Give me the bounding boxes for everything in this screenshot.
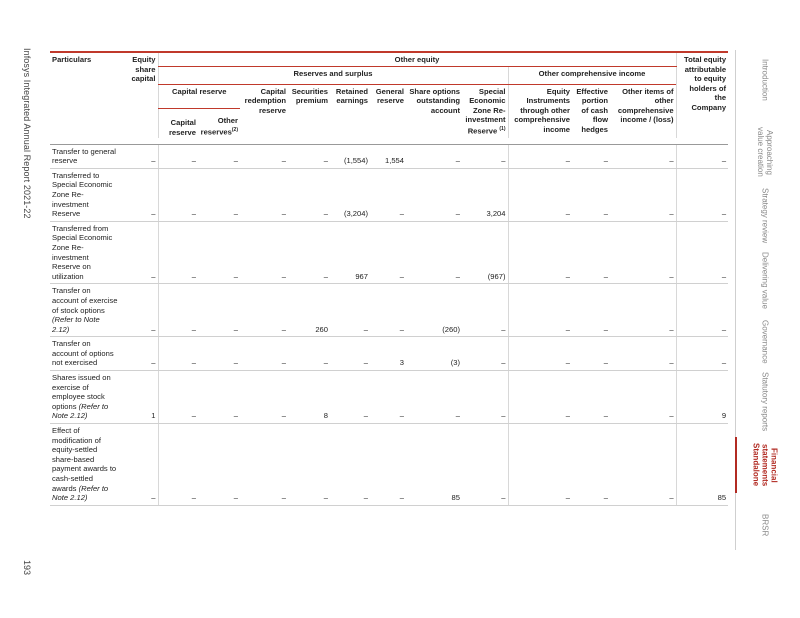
row-label: Transferred to Special Economic Zone Re-investment Reserve [50,168,120,221]
col-other-comprehensive-income: Other comprehensive income [508,66,676,84]
cell: – [198,424,240,506]
cell: (967) [462,221,508,284]
nav-approaching-value-creation[interactable] [750,122,780,182]
col-capital-redemption-reserve: Capital redemption reserve [244,86,286,115]
cell: – [240,284,288,337]
cell: – [158,284,198,337]
cell: – [198,284,240,337]
cell: – [610,221,676,284]
cell: – [120,284,158,337]
col-particulars: Particulars [52,55,92,64]
cell: – [370,221,406,284]
col-general-reserve: General reserve [375,86,404,106]
cell: – [120,424,158,506]
col-total-equity: Total equity attributable to equity holders of the Company [676,52,728,138]
table-row [50,337,728,371]
cell: – [330,424,370,506]
nav-label: Strategy review [760,188,770,244]
note-reference: (Refer to Note 2.12) [52,315,100,334]
nav-label: Statutory reports [760,372,770,432]
cell: – [572,144,610,168]
cell: – [198,144,240,168]
cell: – [508,221,572,284]
nav-delivering-value[interactable] [750,250,780,310]
cell: – [370,168,406,221]
cell: – [198,168,240,221]
other-reserves-footnote: (2) [231,126,238,133]
col-other-equity: Other equity [158,52,676,66]
table-row [50,371,728,424]
col-capital-reserve: Capital reserve [158,108,198,138]
cell: – [572,337,610,371]
nav-governance[interactable] [750,312,780,372]
cell: – [508,371,572,424]
report-title: Infosys Integrated Annual Report 2021-22 [22,48,32,219]
cell: (3) [406,337,462,371]
cell: – [288,144,330,168]
nav-financial-statements[interactable] [750,435,780,495]
cell: 967 [330,221,370,284]
cell: – [508,144,572,168]
col-other-oci-items: Other items of other comprehensive income / (loss) [617,86,674,125]
cell: – [572,424,610,506]
cell: – [198,221,240,284]
table-row [50,284,728,337]
cell: – [240,221,288,284]
cell: – [120,144,158,168]
cell: 3,204 [462,168,508,221]
nav-brsr[interactable] [750,495,780,555]
cell: – [240,168,288,221]
row-label-text: Transfer on account of exercise of stock options [52,286,118,315]
col-equity-share-capital: Equity share capital [131,55,156,84]
col-capital-reserve-group: Capital reserve [158,84,240,108]
cell: – [198,337,240,371]
cell: – [158,168,198,221]
nav-strategy-review[interactable] [750,186,780,246]
col-other-reserves [198,108,240,138]
row-label [50,284,120,337]
table-body [50,144,728,505]
cell: 3 [370,337,406,371]
cell: – [288,337,330,371]
table-row [50,144,728,168]
cell: 9 [676,371,728,424]
cell: – [508,168,572,221]
page-number: 193 [22,560,32,576]
cell: 260 [288,284,330,337]
cell: (1,554) [330,144,370,168]
note-reference: (Refer to Note 2.12) [52,401,109,421]
cell: – [462,371,508,424]
cell: 85 [676,424,728,506]
cell: 85 [406,424,462,506]
table-row [50,221,728,284]
cell: – [676,221,728,284]
cell: – [158,144,198,168]
row-label [50,424,120,506]
table-row [50,424,728,506]
nav-label: Introduction [760,59,770,101]
cell: – [462,284,508,337]
cell: – [406,144,462,168]
cell: – [508,424,572,506]
cell: – [240,424,288,506]
col-retained-earnings: Retained earnings [335,86,368,106]
cell: – [572,371,610,424]
cell: – [370,424,406,506]
cell: – [572,221,610,284]
nav-introduction[interactable] [750,50,780,110]
cell: – [610,371,676,424]
col-share-options-outstanding: Share options outstanding account [409,86,460,115]
cell: – [610,424,676,506]
cell: – [572,284,610,337]
cell: – [240,371,288,424]
col-securities-premium: Securities premium [291,86,328,106]
cell: – [676,144,728,168]
cell: – [288,168,330,221]
cell: – [198,371,240,424]
row-label: Transfer to general reserve [50,144,120,168]
cell: 1 [120,371,158,424]
cell: – [610,284,676,337]
cell: – [462,337,508,371]
cell: – [120,221,158,284]
row-label: Transfer on account of options not exercised [50,337,120,371]
cell: – [508,337,572,371]
cell: – [240,337,288,371]
cell: – [462,424,508,506]
cell: – [120,168,158,221]
col-cash-flow-hedges: Effective portion of cash flow hedges [576,86,608,134]
note-reference: (Refer to Note 2.12) [52,483,109,503]
cell: – [406,168,462,221]
cell: 1,554 [370,144,406,168]
equity-statement-table [50,51,728,506]
col-equity-instruments: Equity Instruments through other comprehensive income [508,84,572,138]
cell: – [240,144,288,168]
nav-label: Approaching value creation [756,127,774,177]
cell: – [330,337,370,371]
table-row [50,168,728,221]
cell: – [330,371,370,424]
col-sez-reinvestment-reserve [462,84,508,138]
cell: – [158,337,198,371]
cell: – [120,337,158,371]
cell: (260) [406,284,462,337]
cell: – [676,168,728,221]
cell: – [288,221,330,284]
cell: – [676,337,728,371]
cell: – [370,284,406,337]
row-label-text: Effect of modification of equity-settled share-based payment awards to cash-settled awards [52,426,117,493]
cell: – [462,144,508,168]
cell: – [508,284,572,337]
cell: – [158,424,198,506]
cell: – [572,168,610,221]
nav-label: Financial statements Standalone [751,443,779,487]
cell: – [158,371,198,424]
cell: – [288,424,330,506]
nav-statutory-reports[interactable] [750,372,780,432]
cell: 8 [288,371,330,424]
sez-label: Special Economic Zone Re-investment Reserve [465,86,506,136]
sez-footnote: (1) [499,125,506,132]
cell: – [610,337,676,371]
section-nav [735,50,779,550]
cell: – [330,284,370,337]
col-reserves-and-surplus: Reserves and surplus [158,66,508,84]
other-reserves-label: Other reserves [200,116,238,137]
cell: – [610,168,676,221]
row-label [50,371,120,424]
cell: – [676,284,728,337]
cell: – [610,144,676,168]
nav-label: BRSR [760,513,770,537]
cell: (3,204) [330,168,370,221]
cell: – [406,371,462,424]
cell: – [158,221,198,284]
nav-label: Delivering value [760,251,770,309]
row-label-text: Shares issued on exercise of employee stock options [52,373,111,411]
cell: – [370,371,406,424]
cell: – [406,221,462,284]
nav-label: Governance [760,320,770,364]
row-label: Transferred from Special Economic Zone Re-investment Reserve on utilization [50,221,120,284]
